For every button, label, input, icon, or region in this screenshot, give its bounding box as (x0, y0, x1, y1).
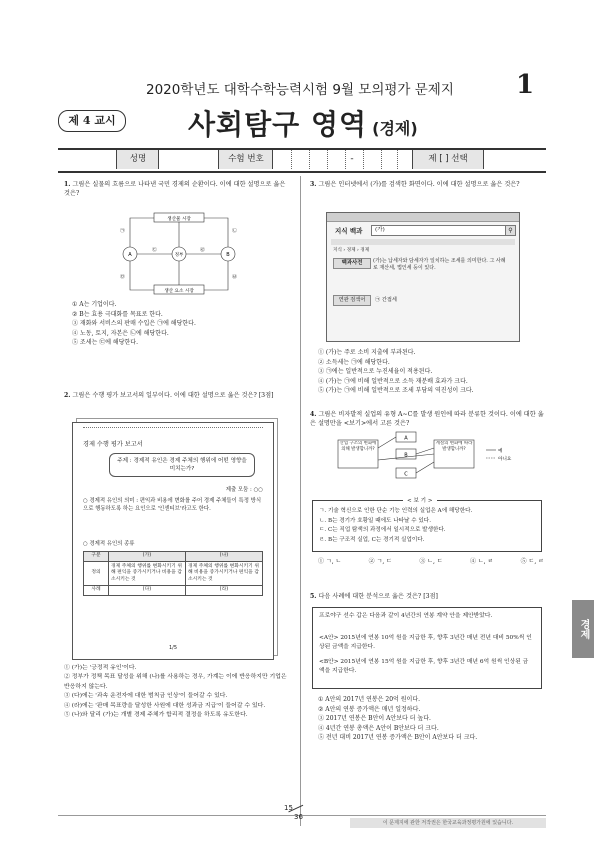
q4-option-1[interactable]: ① ㄱ, ㄴ (318, 558, 342, 565)
subject-title-sub: (경제) (372, 119, 418, 138)
q5-option-1[interactable]: ① A안의 2017년 연봉은 20억 원이다. (318, 696, 421, 703)
table-row (84, 586, 263, 596)
q1-top-box-label: 생산물 시장 (167, 217, 191, 222)
q4-options (318, 557, 544, 567)
q3-breadcrumb: 지식 › 경제 › 경제 (333, 248, 370, 253)
exam-title: 2020학년도 대학수학능력시험 9월 모의평가 문제지 (146, 82, 454, 98)
q4-node-a-label: A (404, 435, 408, 442)
q4-question-a-text: 산업 구조의 변화에 의해 발생합니까? (339, 441, 377, 452)
q1-node-gov-label: 정부 (174, 253, 184, 258)
q4-option-4[interactable]: ④ ㄴ, ㄹ (469, 558, 494, 565)
q4-bogi-list (319, 507, 537, 545)
footer-page-bottom: 36 (294, 813, 303, 821)
q4-bogi-1: ㄱ. 기술 혁신으로 인한 단순 기능 인력의 실업은 A에 해당한다. (319, 508, 473, 514)
q1-arrow-1: ㉠ (120, 229, 125, 234)
column-divider (300, 176, 301, 826)
q2-stem (64, 391, 292, 400)
name-label-cell (116, 150, 159, 169)
q1-arrow-3: ㉢ (152, 248, 157, 253)
q2-row1-c2: 경제 주체의 행위를 변화시키기 위해 비용을 증가시키거나 편익을 감소시키는 것 (186, 561, 263, 586)
q2-report-title: 경제 수행 평가 보고서 (83, 441, 143, 448)
q3-stem (310, 180, 538, 189)
q3-search-input[interactable] (371, 225, 506, 236)
q2-report (72, 422, 274, 660)
q3-option-3[interactable]: ③ ㉠에는 일반적으로 누진세율이 적용된다. (318, 368, 433, 376)
q2-topic: 주제 : 경제적 유인은 경제 주체의 행위에 어떤 영향을 미치는가? (117, 458, 247, 472)
q4-number: 4. (310, 411, 317, 418)
q5-option-5[interactable]: ⑤ 전년 대비 2017년 연봉 증가액은 B안이 A안보다 더 크다. (318, 734, 478, 742)
choice-label: 제 [ ] 선택 (428, 154, 468, 164)
q1-node-b-label: B (226, 252, 230, 258)
q2-row2-c2: (라) (186, 586, 263, 596)
q1-diagram (112, 210, 244, 298)
exam-no-label-cell (218, 150, 273, 169)
q2-number: 2. (64, 392, 71, 399)
side-tab-label: 경제 (578, 619, 589, 639)
footer-page-fraction (282, 804, 308, 826)
q5-case-b: <B안> 2015년에 연봉 15억 원을 지급한 후, 향후 3년간 매년 6억 원씩 인상된 금액을 지급한다. (319, 659, 529, 675)
q1-arrow-6: ㉥ (232, 275, 237, 280)
q2-options (64, 664, 294, 720)
exam-no-label: 수험 번호 (228, 154, 264, 164)
side-tab (572, 600, 594, 658)
q1-option-5[interactable]: ⑤ 조세는 ㉢에 해당한다. (72, 339, 138, 347)
q1-option-3[interactable]: ③ 재화와 서비스의 판매 수입은 ㉠에 해당한다. (72, 320, 196, 328)
q3-option-4[interactable]: ④ (가)는 ㉠에 비해 일반적으로 소득 재분배 효과가 크다. (318, 377, 468, 385)
q2-row1-c1: 경제 주체의 행위를 변화시키기 위해 편익을 증가시키거나 비용을 감소시키는 것 (109, 561, 186, 586)
q5-case-a: <A안> 2015년에 연봉 10억 원을 지급한 후, 향후 3년간 매년 전년 대비 50%씩 인상된 금액을 지급한다. (319, 635, 532, 651)
q4-option-2[interactable]: ② ㄱ, ㄷ (368, 558, 392, 565)
table-row (84, 561, 263, 586)
q4-bogi-title: < 보 기 > (403, 496, 437, 504)
q3-browser (326, 212, 520, 342)
q4-bogi-3: ㄷ. C는 직업 탐색의 과정에서 일시적으로 발생한다. (319, 527, 446, 534)
q4-node-b-label: B (404, 452, 408, 459)
q3-site-name: 지식 백과 (335, 227, 363, 235)
name-field[interactable] (158, 150, 219, 169)
q2-row2-head: 사례 (84, 586, 109, 596)
period-badge (58, 110, 126, 132)
q2-col-head-0: 구분 (84, 552, 109, 562)
q3-related-label[interactable] (333, 295, 371, 306)
q1-option-2[interactable]: ② B는 효용 극대화를 목표로 한다. (72, 310, 163, 318)
q5-option-3[interactable]: ③ 2017년 연봉은 B안이 A안보다 더 높다. (318, 715, 431, 723)
q2-page-mark: 1/5 (168, 645, 178, 651)
q5-options (318, 695, 544, 743)
q2-col-head-1: (가) (109, 552, 186, 562)
q1-options (72, 300, 292, 348)
copyright-text: 이 문제지에 관한 저작권은 한국교육과정평가원에 있습니다. (382, 820, 514, 826)
q3-number: 3. (310, 181, 317, 188)
q2-option-5[interactable]: ⑤ (나)와 달리 (가)는 개별 경제 주체가 합리적 결정을 하도록 유도한다. (64, 712, 248, 719)
q1-bottom-box-label: 생산 요소 시장 (164, 289, 194, 294)
q2-report-binder (83, 417, 263, 428)
q3-options (318, 348, 544, 396)
q2-topic-box (109, 453, 255, 477)
q1-stem-text: 그림은 실물의 흐름으로 나타낸 국민 경제의 순환이다. 이에 대한 설명으로 옳은 것은? (64, 181, 286, 198)
q2-option-2[interactable]: ② 정부가 정책 목표 달성을 위해 (나)를 사용하는 경우, 가계는 이에 반응하지만 기업은 반응하지 않는다. (64, 674, 287, 690)
q4-flowchart (336, 430, 526, 488)
q3-tag[interactable] (333, 258, 371, 269)
q3-related-label-text: 연관 검색어 (338, 297, 366, 303)
subject-title-main: 사회탐구 영역 (188, 108, 368, 141)
search-icon[interactable]: ⚲ (505, 225, 516, 236)
q2-submitter: 제출 모둠 : ○○ (225, 487, 263, 493)
q4-node-c-label: C (404, 471, 408, 478)
q3-option-1[interactable]: ① (가)는 주로 소비 지출에 부과된다. (318, 349, 416, 356)
q4-legend-no: 아니요 (498, 457, 512, 462)
footer-page-top: 15 (284, 804, 293, 812)
q2-option-3[interactable]: ③ (다)에는 '과속 운전자에 대한 범칙금 인상'이 들어갈 수 있다. (64, 693, 228, 700)
name-label: 성명 (129, 154, 147, 164)
period-badge-text: 제 4 교시 (68, 114, 116, 127)
q5-case-box (312, 607, 542, 689)
q2-table (83, 551, 263, 596)
q4-bogi-4: ㄹ. B는 구조적 실업, C는 경기적 실업이다. (319, 536, 425, 543)
choice-cell (412, 150, 484, 169)
q4-legend-yes: 예 (498, 449, 503, 454)
q4-question-b-text: 계절의 변화에 따라 발생합니까? (435, 441, 473, 452)
q5-stem-text: 다음 사례에 대한 분석으로 옳은 것은? [3점] (318, 593, 438, 600)
q3-tag-text: 백과사전 (341, 260, 363, 266)
q1-node-a-label: A (128, 252, 132, 258)
q3-nav-strip (331, 239, 515, 245)
q1-arrow-2: ㉡ (232, 229, 237, 234)
q2-types-head: ○ 경제적 유인의 종류 (83, 541, 135, 547)
q3-result: (가)는 납세자와 담세자가 일치하는 조세를 의미한다. 그 사례로 재산세, 법인세 등이 있다. (373, 258, 506, 271)
q5-number: 5. (310, 593, 317, 600)
q1-number: 1. (64, 181, 71, 188)
q1-option-1[interactable]: ① A는 기업이다. (72, 301, 117, 308)
q4-stem (310, 410, 544, 429)
q2-option-4[interactable]: ④ (라)에는 '판매 목표량을 달성한 사원에 대한 성과금 지급'이 들어갈 수 있다. (64, 702, 266, 709)
table-row (84, 552, 263, 562)
q4-option-5[interactable]: ⑤ ㄷ, ㄹ (520, 558, 544, 565)
q1-arrow-4: ㉣ (200, 248, 205, 253)
copyright-bar (350, 818, 546, 828)
q5-stem (310, 592, 544, 601)
q5-case-intro: 프로야구 선수 갑은 다음과 같이 4년간의 연봉 계약 안을 제안받았다. (319, 613, 493, 619)
page-number: 1 (516, 70, 535, 100)
q4-bogi-box (312, 500, 542, 552)
q5-option-4[interactable]: ④ 4년간 연봉 총액은 A안이 B안보다 더 크다. (318, 724, 439, 732)
subject-title (188, 103, 418, 143)
q2-col-head-2: (나) (186, 552, 263, 562)
q1-option-4[interactable]: ④ 노동, 토지, 자본은 ㉡에 해당한다. (72, 329, 169, 337)
q1-arrow-5: ㉤ (120, 275, 125, 280)
q2-definition: ○ 경제적 유인의 의미 : 편익과 비용에 변화를 주어 경제 주체들이 특정 방식으로 행동하도록 하는 요인으로 '인센티브'라고도 한다. (83, 498, 262, 513)
exam-no-field[interactable] (272, 150, 413, 169)
q3-browser-bar (327, 213, 519, 222)
q3-related-value[interactable]: ㉠ 간접세 (375, 297, 397, 303)
q5-option-2[interactable]: ② A안의 연봉 증가액은 매년 일정하다. (318, 705, 421, 713)
q1-stem (64, 180, 292, 199)
q4-option-3[interactable]: ③ ㄴ, ㄷ (419, 558, 443, 565)
q4-stem-text: 그림은 비자발적 실업의 유형 A~C를 발생 원인에 따라 분류한 것이다. 이에 대한 옳은 설명만을 <보기>에서 고른 것은? (310, 411, 544, 428)
q3-search-value: (가) (375, 227, 385, 233)
q3-stem-text: 그림은 인터넷에서 (가)를 검색한 화면이다. 이에 대한 설명으로 옳은 것은? (318, 181, 520, 188)
q2-row1-head: 정의 (84, 561, 109, 586)
q2-stem-text: 그림은 수행 평가 보고서의 일부이다. 이에 대한 설명으로 옳은 것은? [3점] (72, 392, 274, 399)
q2-option-1[interactable]: ① (가)는 '긍정적 유인'이다. (64, 665, 137, 671)
q2-row2-c1: (다) (109, 586, 186, 596)
q3-option-2[interactable]: ② 소득세는 ㉠에 해당한다. (318, 358, 390, 366)
exam-no-dash: - (350, 154, 354, 164)
q3-option-5[interactable]: ⑤ (가)는 ㉠에 비해 일반적으로 조세 부담의 역진성이 크다. (318, 387, 474, 395)
q4-bogi-2: ㄴ. B는 경기가 호황일 때에도 나타날 수 있다. (319, 517, 431, 524)
